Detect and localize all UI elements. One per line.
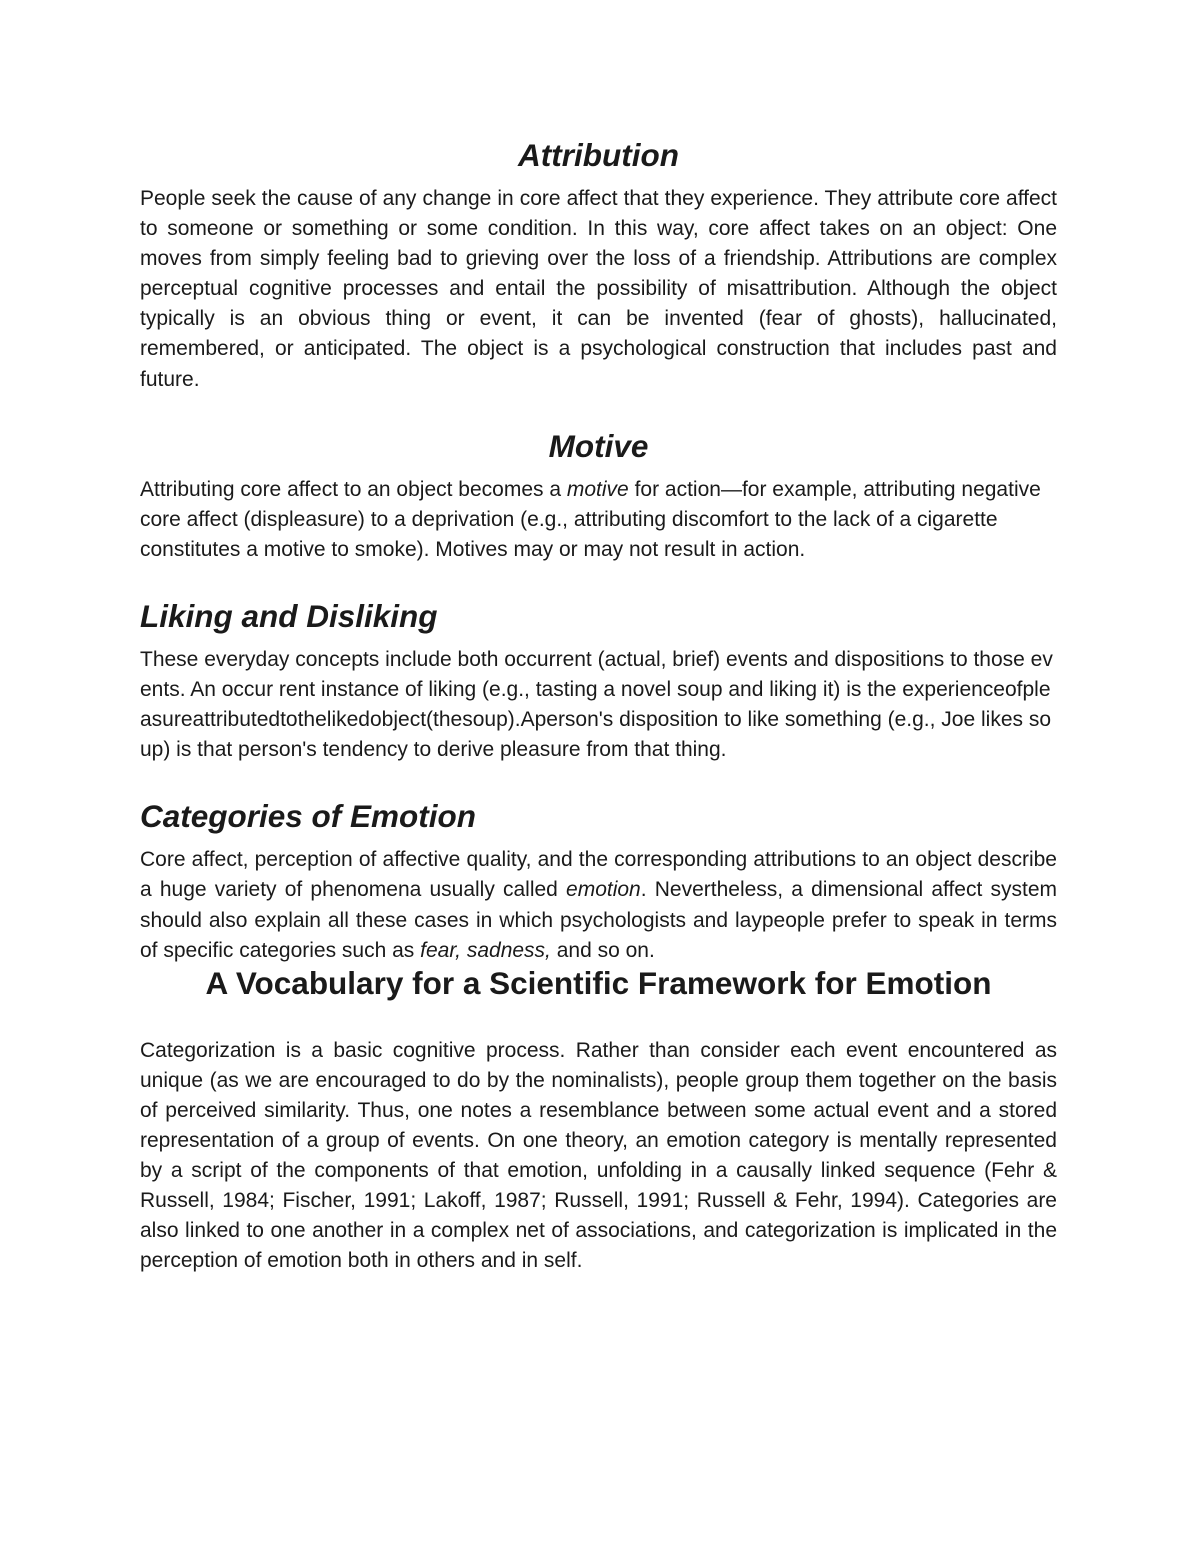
vocabulary-paragraph: Categorization is a basic cognitive process. Rather than consider each event encountered as unique (as we are encouraged to do by the nominalists), people group them together on the basis of perceived similarity. Thus, one notes a resemblance between some actual event and a stored representation of a group of events. On one theory, an emotion category is mentally represented by a script of the components of that emotion, unfolding in a causally linked sequence (Fehr & Russell, 1984; Fischer, 1991; Lakoff, 1987; Russell, 1991; Russell & Fehr, 1994). Categories are also linked to one another in a complex net of associations, and categorization is implicated in the perception of emotion both in others and in self. [140,1038,1057,1273]
motive-text-pre: Attributing core affect to an object becomes a [140,477,567,501]
categories-text-em1: emotion [566,878,641,902]
liking-paragraph: These everyday concepts include both occurrent (actual, brief) events and dispositions to those events. An occur rent instance of liking (e.g., tasting a novel soup and liking it) is the experienceofpleasureattributedtothelikedobject(thesoup).Aperson's disposition to like something (e.g., Joe likes soup) is that person's tendency to derive pleasure from that thing. [140,647,1053,762]
motive-heading: Motive [548,427,649,464]
categories-heading: Categories of Emotion [140,798,477,835]
motive-text-em: motive [566,477,629,501]
categories-text-mid: . Nevertheless, a dimensional affect system should also explain all these cases in which psychologists and laypeople prefer to speak in terms of specific categories such as [140,878,1057,962]
motive-text-post: for action—for example, attributing negative core affect (displeasure) to a deprivation (e.g., attributing discomfort to the lack of a cigarette constitutes a motive to smoke). Motives may or may not result in action. [140,477,1041,561]
motive-paragraph [140,475,1057,565]
attribution-paragraph: People seek the cause of any change in core affect that they experience. They attribute core affect to someone or something or some condition. In this way, core affect takes on an object: One moves from simply feeling bad to grieving over the loss of a friendship. Attributions are complex perceptual cognitive processes and entail the possibility of misattribution. Although the object typically is an obvious thing or event, it can be invented (fear of ghosts), hallucinated, remembered, or anticipated. The object is a psychological construction that includes past and future. [140,187,1057,391]
document-page [140,137,1057,1276]
vocabulary-heading: A Vocabulary for a Scientific Framework for Emotion [205,964,992,1001]
categories-paragraph [140,845,1057,965]
categories-text-post: and so on. [550,938,655,962]
categories-text-em2: fear, sadness, [420,938,551,962]
liking-heading: Liking and Disliking [140,597,438,634]
attribution-heading: Attribution [518,137,679,173]
categories-text-pre: Core affect, perception of affective quality, and the corresponding attributions to an object describe a huge variety of phenomena usually called [140,848,1057,902]
